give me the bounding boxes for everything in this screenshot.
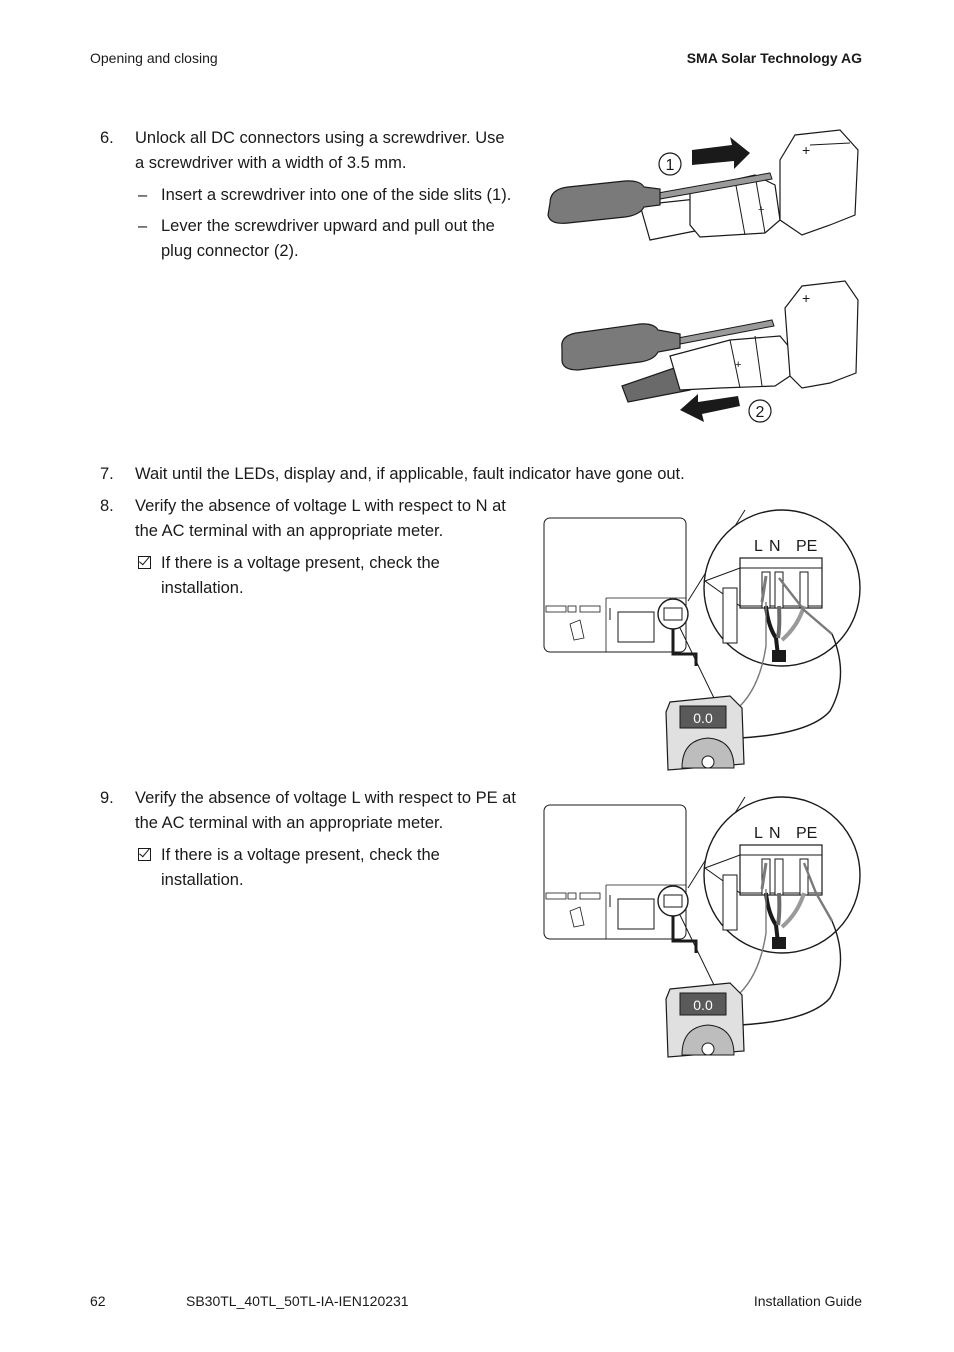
subitem-text-line-1: Insert a screwdriver into one of the side slits (1).	[161, 186, 512, 204]
result-text-line-2: installation.	[161, 870, 244, 889]
ac-terminal-l-n-figure	[540, 506, 865, 774]
step-text-line-2: a screwdriver with a width of 3.5 mm.	[135, 153, 407, 172]
footer-guide-title: Installation Guide	[753, 1293, 862, 1309]
svg-text:+: +	[735, 359, 742, 371]
dc-connector-unlock-figure-1	[540, 125, 865, 265]
dash-marker: –	[138, 217, 148, 235]
terminal-label-pe: PE	[796, 825, 818, 842]
header-company-name: SMA Solar Technology AG	[686, 50, 862, 66]
callout-number-1: 1	[665, 157, 675, 174]
step-text-line-2: the AC terminal with an appropriate meter.	[135, 813, 444, 832]
step-number: 9.	[100, 789, 114, 807]
terminal-label-pe: PE	[796, 538, 818, 555]
ac-terminal-l-pe-figure	[540, 793, 865, 1061]
step-text-line-1: Verify the absence of voltage L with respect to PE at	[135, 789, 516, 807]
callout-number-2: 2	[755, 404, 765, 421]
subitem-text-line-1: Lever the screwdriver upward and pull out the	[161, 217, 495, 235]
step-text-line-1: Unlock all DC connectors using a screwdriver. Use	[135, 129, 505, 147]
result-text-line-2: installation.	[161, 578, 244, 597]
subitem-text-line-2: plug connector (2).	[161, 241, 299, 260]
checkbox-icon	[138, 848, 151, 861]
step-number: 7.	[100, 465, 114, 483]
terminal-label-l: L	[754, 825, 763, 842]
step-number: 8.	[100, 497, 114, 515]
svg-text:+: +	[802, 142, 811, 158]
footer-page-number: 62	[90, 1293, 106, 1309]
step-text-line-1: Wait until the LEDs, display and, if applicable, fault indicator have gone out.	[135, 465, 685, 483]
terminal-label-l: L	[754, 538, 763, 555]
dash-marker: –	[138, 186, 148, 204]
meter-reading: 0.0	[693, 710, 713, 726]
step-text-line-2: the AC terminal with an appropriate meter.	[135, 521, 444, 540]
footer-document-id: SB30TL_40TL_50TL-IA-IEN120231	[186, 1293, 409, 1309]
dc-connector-unlock-figure-2	[540, 278, 865, 443]
step-text-line-1: Verify the absence of voltage L with respect to N at	[135, 497, 506, 515]
meter-reading: 0.0	[693, 997, 713, 1013]
terminal-label-n: N	[769, 825, 781, 842]
svg-text:+: +	[802, 290, 811, 306]
result-text-line-1: If there is a voltage present, check the	[161, 846, 440, 864]
header-section-title: Opening and closing	[90, 50, 218, 66]
svg-text:+: +	[758, 204, 765, 216]
terminal-label-n: N	[769, 538, 781, 555]
checkbox-icon	[138, 556, 151, 569]
step-number: 6.	[100, 129, 114, 147]
result-text-line-1: If there is a voltage present, check the	[161, 554, 440, 572]
